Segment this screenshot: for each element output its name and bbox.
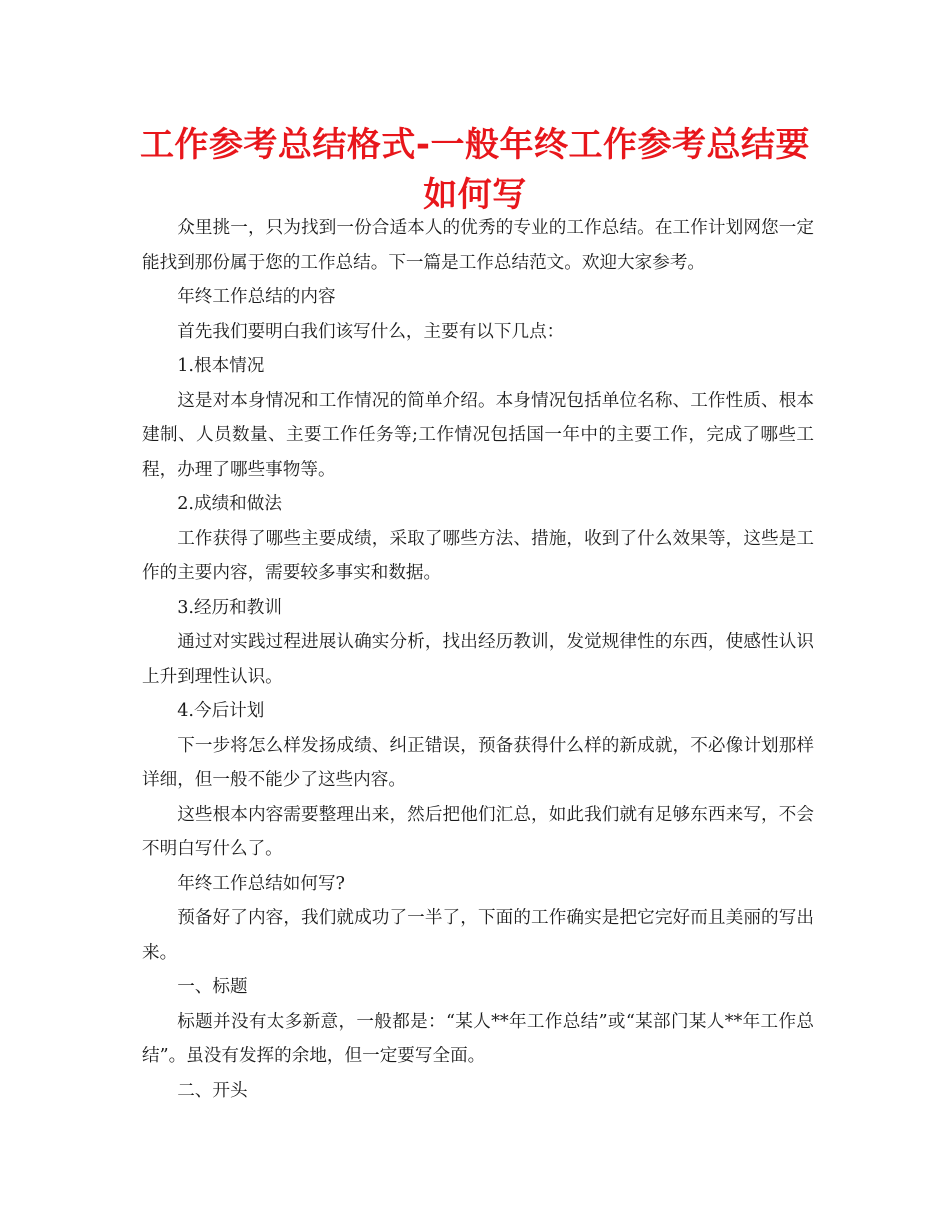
paragraph: 这是对本身情况和工作情况的简单介绍。本身情况包括单位名称、工作性质、根本建制、人员数量、主要工作任务等;工作情况包括国一年中的主要工作，完成了哪些工程，办理了哪些事物等。 xyxy=(142,390,814,480)
list-heading-basic-situation: 1.根本情况 xyxy=(177,356,265,376)
list-heading-achievements: 2.成绩和做法 xyxy=(177,494,282,514)
paragraph: 通过对实践过程进展认确实分析，找出经历教训，发觉规律性的东西，使感性认识上升到理性认识。 xyxy=(142,632,814,687)
list-heading-opening: 二、开头 xyxy=(177,1080,248,1101)
paragraph: 首先我们要明白我们该写什么，主要有以下几点： xyxy=(177,321,565,342)
section-heading-content: 年终工作总结的内容 xyxy=(177,287,336,307)
paragraph: 工作获得了哪些主要成绩，采取了哪些方法、措施，收到了什么效果等，这些是工作的主要内容，需要较多事实和数据。 xyxy=(142,528,814,583)
document-title: 工作参考总结格式-一般年终工作参考总结要如何写 xyxy=(139,125,811,215)
paragraph: 这些根本内容需要整理出来，然后把他们汇总，如此我们就有足够东西来写，不会不明白写什么了。 xyxy=(142,804,814,859)
list-heading-title: 一、标题 xyxy=(177,977,248,997)
list-heading-future-plan: 4.今后计划 xyxy=(177,701,265,721)
document-body xyxy=(142,211,814,1108)
list-heading-experience: 3.经历和教训 xyxy=(177,597,282,618)
paragraph: 下一步将怎么样发扬成绩、纠正错误，预备获得什么样的新成就，不必像计划那样详细，但一般不能少了这些内容。 xyxy=(142,735,814,790)
paragraph: 预备好了内容，我们就成功了一半了，下面的工作确实是把它完好而且美丽的写出来。 xyxy=(142,908,814,963)
section-heading-how-to-write: 年终工作总结如何写? xyxy=(177,873,345,894)
paragraph-intro: 众里挑一，只为找到一份合适本人的优秀的专业的工作总结。在工作计划网您一定能找到那份属于您的工作总结。下一篇是工作总结范文。欢迎大家参考。 xyxy=(142,218,814,273)
paragraph: 标题并没有太多新意，一般都是：“某人**年工作总结”或“某部门某人**年工作总结”。虽没有发挥的余地，但一定要写全面。 xyxy=(142,1011,814,1066)
